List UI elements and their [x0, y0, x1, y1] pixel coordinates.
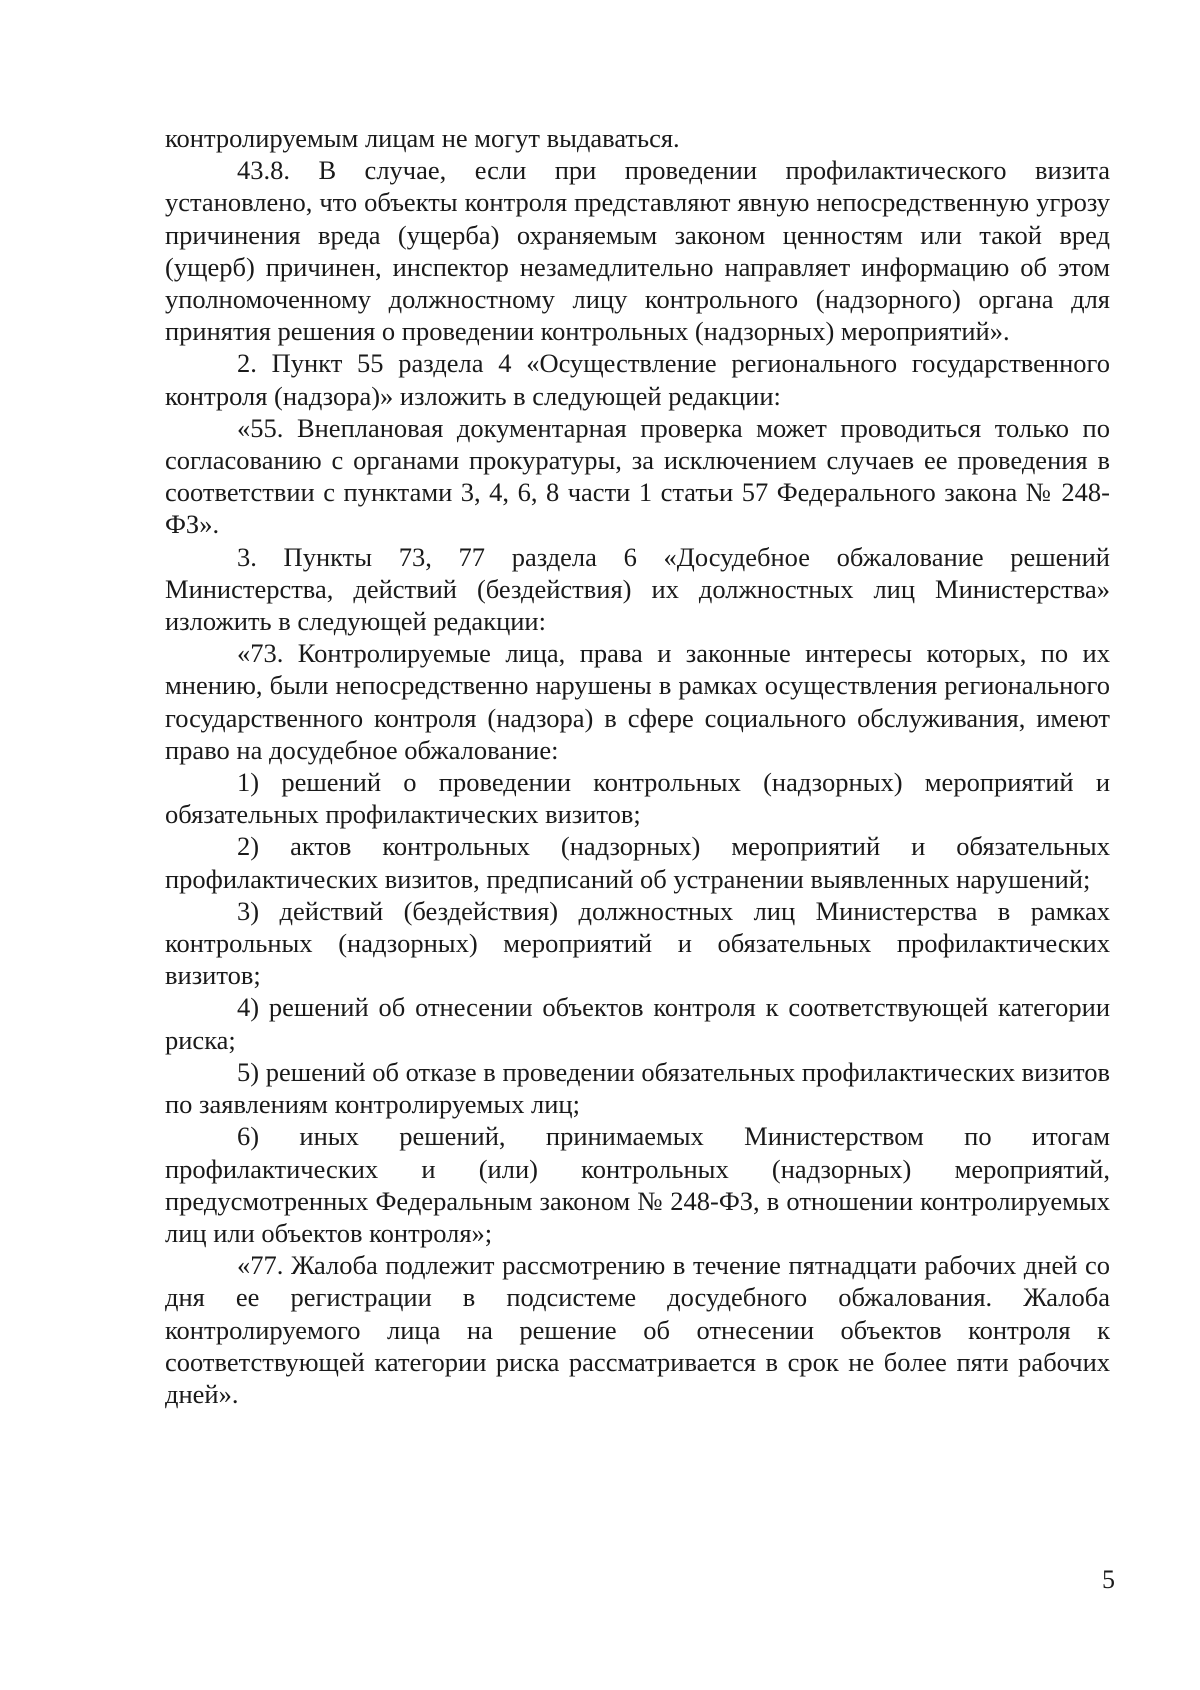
paragraph-43-8: 43.8. В случае, если при проведении профилактического визита установлено, что объекты контроля представляют явную непосредственную угрозу причинения вреда (ущерба) охраняемым законом ценностям или такой вред (ущерб) причинен, инспектор незамедлительно направляет информацию об этом уполномоченному должностному лицу контрольного (надзорного) органа для принятия решения о проведении контрольных (надзорных) мероприятий». [165, 155, 1110, 347]
paragraph-55: «55. Внеплановая документарная проверка может проводиться только по согласованию с органами прокуратуры, за исключением случаев ее проведения в соответствии с пунктами 3, 4, 6, 8 части 1 статьи 57 Федерального закона № 248-ФЗ». [165, 412, 1110, 540]
list-item-1: 1) решений о проведении контрольных (надзорных) мероприятий и обязательных профилактических визитов; [165, 767, 1110, 830]
body-text [165, 122, 1110, 1410]
paragraph-continuation: контролируемым лицам не могут выдаваться. [165, 123, 680, 153]
list-item-6: 6) иных решений, принимаемых Министерством по итогам профилактических и (или) контрольных (надзорных) мероприятий, предусмотренных Федеральным законом № 248-ФЗ, в отношении контролируемых лиц или объектов контроля»; [165, 1121, 1110, 1248]
list-item-4: 4) решений об отнесении объектов контроля к соответствующей категории риска; [165, 992, 1110, 1055]
page-number: 5 [1102, 1565, 1115, 1594]
paragraph-item-2: 2. Пункт 55 раздела 4 «Осуществление регионального государственного контроля (надзора)» изложить в следующей редакции: [165, 348, 1110, 411]
paragraph-73: «73. Контролируемые лица, права и законные интересы которых, по их мнению, были непосредственно нарушены в рамках осуществления регионального государственного контроля (надзора) в сфере социального обслуживания, имеют право на досудебное обжалование: [165, 638, 1110, 765]
list-item-3: 3) действий (бездействия) должностных лиц Министерства в рамках контрольных (надзорных) мероприятий и обязательных профилактических визитов; [165, 895, 1110, 991]
paragraph-77: «77. Жалоба подлежит рассмотрению в течение пятнадцати рабочих дней со дня ее регистрации в подсистеме досудебного обжалования. Жалоба контролируемого лица на решение об отнесении объектов контроля к соответствующей категории риска рассматривается в срок не более пяти рабочих дней». [165, 1250, 1110, 1409]
list-item-2: 2) актов контрольных (надзорных) мероприятий и обязательных профилактических визитов, предписаний об устранении выявленных нарушений; [165, 831, 1110, 894]
list-item-5: 5) решений об отказе в проведении обязательных профилактических визитов по заявлениям контролируемых лиц; [165, 1056, 1110, 1120]
paragraph-item-3: 3. Пункты 73, 77 раздела 6 «Досудебное обжалование решений Министерства, действий (бездействия) их должностных лиц Министерства» изложить в следующей редакции: [165, 541, 1110, 637]
